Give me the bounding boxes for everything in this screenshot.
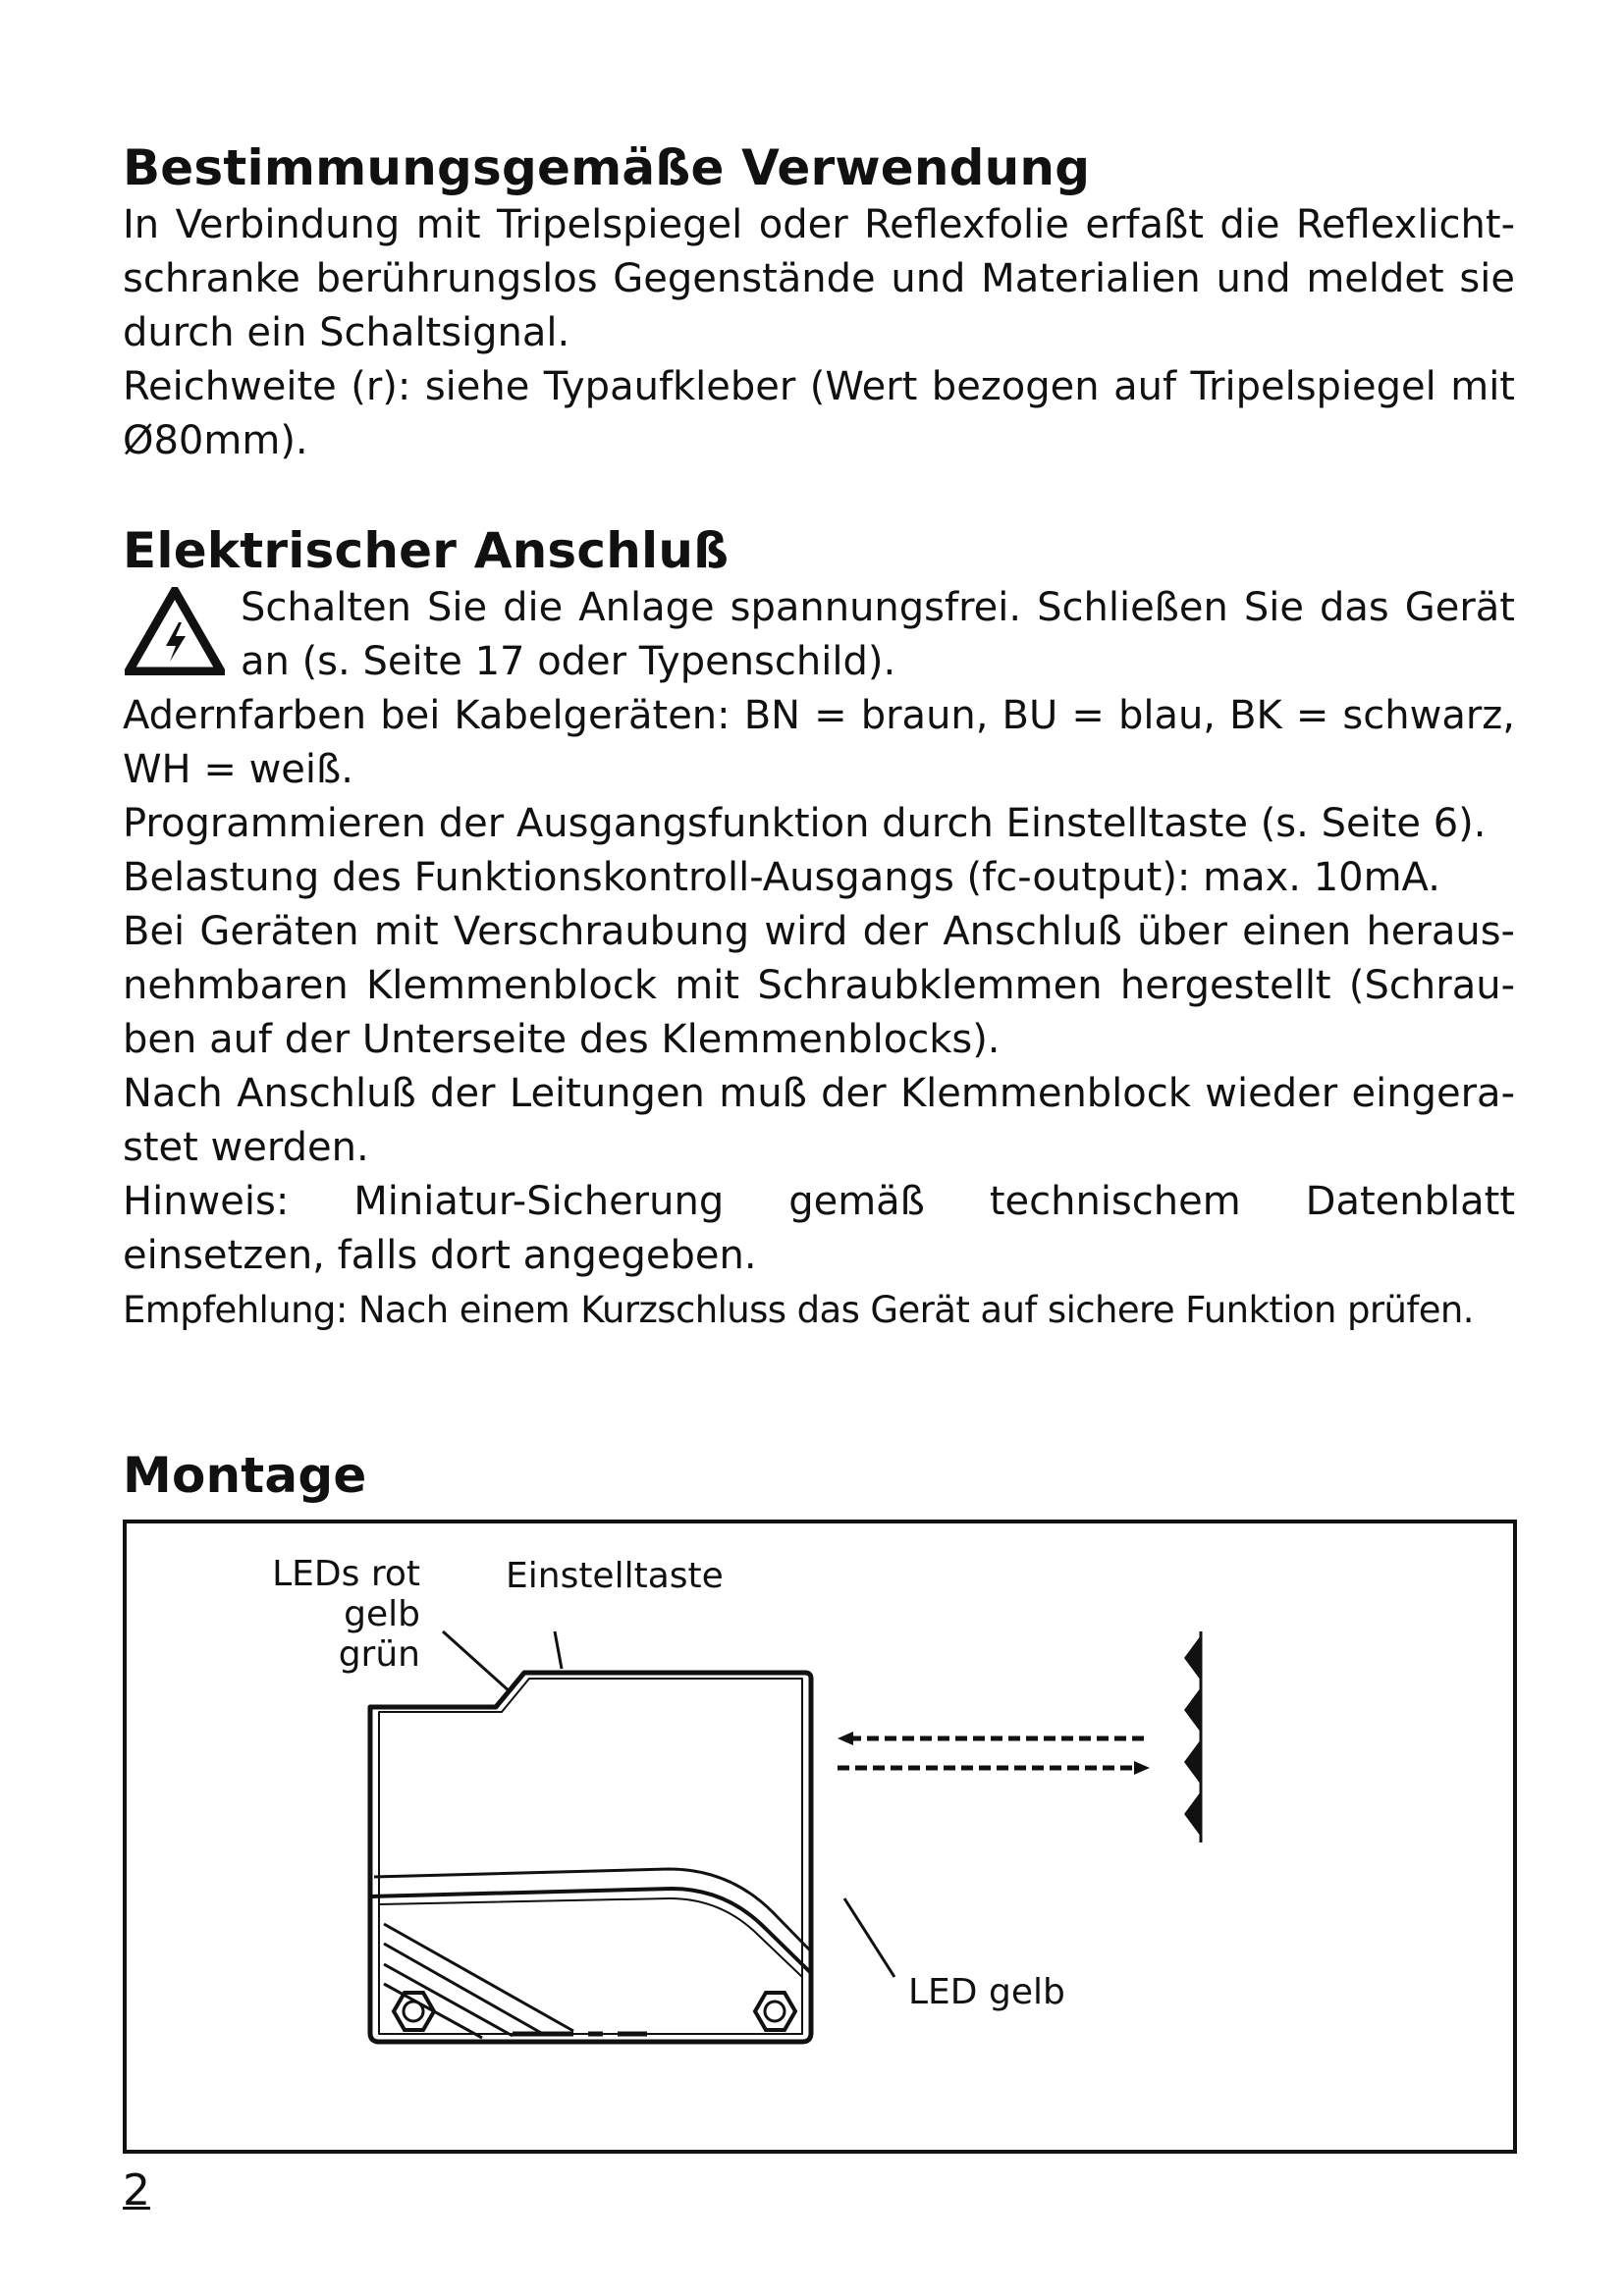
arrow-right-head — [1134, 1761, 1150, 1775]
warning-note — [123, 581, 1515, 689]
section-title-mounting: Montage — [123, 1447, 367, 1504]
label-setting-button: Einstelltaste — [506, 1556, 724, 1596]
label-leds-yellow: gelb — [344, 1594, 420, 1634]
electrical-warning-icon — [125, 587, 225, 675]
page-number: 2 — [123, 2165, 150, 2216]
section-electrical — [123, 520, 1515, 1337]
paragraph-reconnect: Nach Anschluß der Leitungen muß der Klemmenblock wieder eingera-stet werden. — [123, 1071, 1515, 1170]
light-beam-arrows — [838, 1738, 1150, 1768]
warning-text: Schalten Sie die Anlage spannungsfrei. Schließen Sie das Gerät an (s. Seite 17 oder Typenschild). — [241, 585, 1515, 684]
paragraph-terminal-block: Bei Geräten mit Verschraubung wird der Anschluß über einen heraus-nehmbaren Klemmenblock mit Schraubklemmen hergestellt (Schrau-ben auf der Unterseite des Klemmenblocks). — [123, 909, 1515, 1062]
reflector — [1184, 1631, 1201, 1842]
paragraph-load: Belastung des Funktionskontroll-Ausgangs (fc-output): max. 10mA. — [123, 855, 1440, 900]
section-title-electrical: Elektrischer Anschluß — [123, 522, 730, 579]
paragraph-range: Reichweite (r): siehe Typaufkleber (Wert bezogen auf Tripelspiegel mit Ø80mm). — [123, 364, 1515, 463]
paragraph-programming: Programmieren der Ausgangsfunktion durch Einstelltaste (s. Seite 6). — [123, 801, 1487, 846]
mounting-nut-left — [394, 1993, 434, 2030]
section-mounting — [123, 1445, 1515, 1506]
mounting-figure — [123, 1520, 1517, 2154]
leader-line-led-yellow — [844, 1898, 894, 1977]
leader-line-leds — [443, 1631, 511, 1692]
leader-line-button — [555, 1631, 562, 1669]
paragraph-fuse-note: Hinweis: Miniatur-Sicherung gemäß technischem Datenblatt einsetzen, falls dort angegeben. — [123, 1179, 1515, 1278]
sensor-diagram — [127, 1523, 1513, 2150]
arrow-left-head — [838, 1732, 853, 1745]
paragraph-recommendation: Empfehlung: Nach einem Kurzschluss das Gerät auf sichere Funktion prüfen. — [123, 1289, 1474, 1331]
mounting-nut-right — [755, 1993, 795, 2030]
sensor-housing — [370, 1673, 811, 2042]
section-intended-use — [123, 137, 1515, 468]
paragraph-intended-use: In Verbindung mit Tripelspiegel oder Reflexfolie erfaßt die Reflexlicht-schranke berührungslos Gegenstände und Materialien und meldet sie durch ein Schaltsignal. — [123, 202, 1515, 355]
label-led-yellow: LED gelb — [908, 1972, 1065, 2012]
label-leds-green: grün — [338, 1634, 420, 1675]
section-title-intended-use: Bestimmungsgemäße Verwendung — [123, 139, 1091, 196]
paragraph-wire-colors: Adernfarben bei Kabelgeräten: BN = braun, BU = blau, BK = schwarz, WH = weiß. — [123, 693, 1515, 792]
label-leds-red: LEDs rot — [272, 1554, 420, 1594]
